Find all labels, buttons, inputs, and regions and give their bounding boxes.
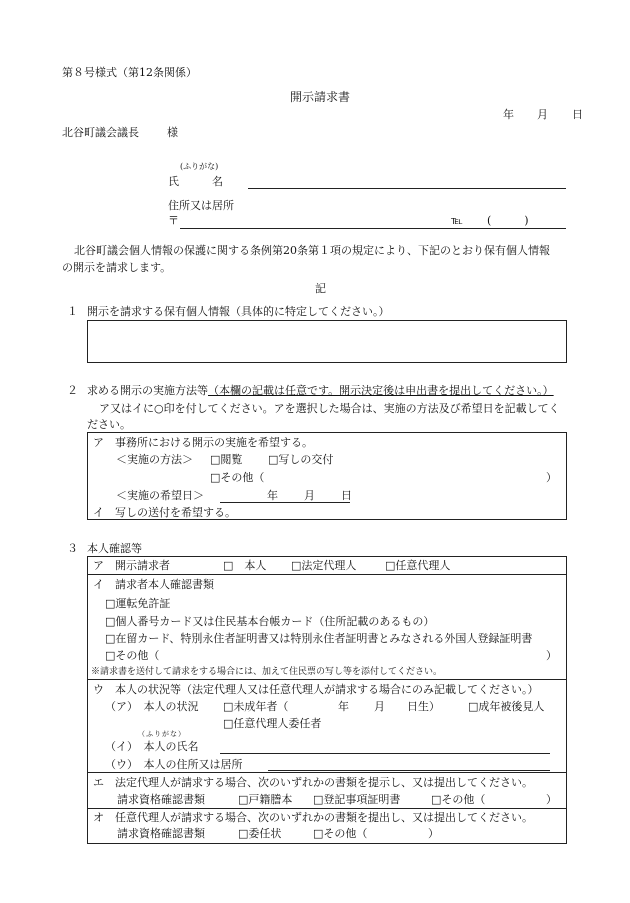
s3-i-note: ※請求書を送付して請求をする場合には、加えて住民票の写し等を添付してください。 (91, 667, 443, 677)
section2-instr1: ア又はイに○印を付してください。アを選択した場合は、実施の方法及び希望日を記載してく (99, 402, 560, 415)
s3-o-docs: 請求資格確認書類 (117, 827, 205, 840)
addressee-honorific: 様 (167, 126, 178, 139)
section2-box (87, 432, 567, 520)
s3-e-opt2[interactable]: □登記事項証明書 (313, 793, 401, 806)
s3-u-year: 年 (338, 700, 349, 713)
intro-line2: の開示を請求します。 (62, 261, 172, 274)
s3-o-opt1[interactable]: □委任状 (238, 827, 282, 840)
date-label: ＜実施の希望日＞ (116, 489, 204, 502)
section2-note: （本欄の記載は任意です。開示決定後は申出書を提出してください。） (208, 384, 554, 397)
section2-label-text: 求める開示の実施方法等 (87, 384, 208, 397)
s3-e-opt1[interactable]: □戸籍謄本 (238, 793, 293, 806)
s3-i-label: イ 請求者本人確認書類 (93, 578, 214, 591)
tel-paren: ( ) (487, 214, 529, 227)
desired-year: 年 (267, 489, 278, 502)
section2-option-a[interactable]: ア 事務所における開示の実施を希望する。 (93, 436, 313, 449)
date-month: 月 (537, 108, 548, 121)
s3-e-close: ） (546, 793, 557, 806)
section3-label: 本人確認等 (87, 542, 142, 555)
s3-u-u: （ウ） 本人の住所又は居所 (105, 758, 243, 771)
s3-u-entrust[interactable]: □任意代理人委任者 (223, 717, 322, 730)
s3-divider-i (88, 574, 566, 575)
s3-o-label: オ 任意代理人が請求する場合、次のいずれかの書類を提出し、又は提出してください。 (93, 811, 533, 824)
s3-u-minor[interactable]: □未成年者（ (223, 700, 289, 713)
s3-i-opt1[interactable]: □運転免許証 (105, 597, 171, 610)
applicant-address-label: 住所又は居所 (168, 199, 234, 212)
s3-u-born: 日生） (407, 700, 440, 713)
section3-number: ３ (67, 542, 78, 555)
s3-a-agent[interactable]: □任意代理人 (385, 559, 451, 572)
form-number: 第８号様式（第12条関係） (62, 66, 197, 79)
desired-day: 日 (341, 489, 352, 502)
s3-i-opt3[interactable]: □在留カード、特別永住者証明書又は特別永住者証明書とみなされる外国人登録証明書 (105, 632, 533, 645)
opt-view-checkbox[interactable]: □閲覧 (210, 453, 243, 466)
s3-a-label: ア 開示請求者 (93, 559, 170, 572)
s3-e-opt3[interactable]: □その他（ (431, 793, 486, 806)
s3-u-i: （イ） 本人の氏名 (105, 740, 199, 753)
desired-date-field[interactable] (220, 502, 350, 503)
section2-option-i[interactable]: イ 写しの送付を希望する。 (93, 506, 236, 519)
applicant-furigana: (ふりがな) (180, 162, 219, 171)
s3-u-month: 月 (374, 700, 385, 713)
section3-box (87, 556, 567, 844)
s3-a-self[interactable]: □ 本人 (223, 559, 267, 572)
s3-e-docs: 請求資格確認書類 (117, 793, 205, 806)
desired-month: 月 (304, 489, 315, 502)
s3-i-close: ） (546, 649, 557, 662)
page-title: 開示請求書 (290, 90, 351, 104)
s3-o-opt2[interactable]: □その他（ (313, 827, 368, 840)
s3-u-a: （ア） 本人の状況 (105, 700, 199, 713)
s3-a-legal[interactable]: □法定代理人 (291, 559, 357, 572)
opt-other-close: ） (546, 471, 557, 484)
date-year: 年 (503, 108, 514, 121)
intro-line1: 北谷町議会個人情報の保護に関する条例第20条第１項の規定により、下記のとおり保有個人情報 (74, 244, 550, 257)
section1-number: １ (67, 305, 78, 318)
section2-label (87, 384, 554, 398)
opt-other-checkbox[interactable]: □その他（ (210, 471, 265, 484)
postal-mark: 〒 (168, 214, 179, 227)
method-label: ＜実施の方法＞ (116, 453, 193, 466)
section2-number: ２ (67, 384, 78, 397)
s3-u-guardian[interactable]: □成年被後見人 (468, 700, 545, 713)
addressee-name: 北谷町議会議長 (62, 126, 139, 139)
s3-o-close: ） (428, 827, 439, 840)
s3-divider-u (88, 679, 566, 680)
s3-divider-e (88, 772, 566, 773)
section1-label: 開示を請求する保有個人情報（具体的に特定してください。） (87, 305, 390, 318)
s3-i-opt4[interactable]: □その他（ (105, 649, 160, 662)
section1-input-box[interactable] (87, 320, 567, 363)
s3-i-opt2[interactable]: □個人番号カード又は住民基本台帳カード（住所記載のあるもの） (105, 615, 435, 628)
section2-instr2: ださい。 (87, 418, 131, 431)
s3-e-label: エ 法定代理人が請求する場合、次のいずれかの書類を提示し、又は提出してください。 (93, 776, 533, 789)
opt-copy-checkbox[interactable]: □写しの交付 (268, 453, 334, 466)
s3-person-address-field[interactable] (268, 770, 550, 771)
applicant-name-label: 氏 名 (168, 175, 223, 188)
applicant-name-field[interactable] (248, 188, 566, 189)
s3-person-name-field[interactable] (220, 753, 550, 754)
s3-u-furigana: （ふりがな） (138, 730, 186, 738)
s3-u-label: ウ 本人の状況等（法定代理人又は任意代理人が請求する場合にのみ記載してください。） (93, 683, 539, 696)
ki-mark: 記 (315, 282, 326, 295)
s3-divider-o (88, 808, 566, 809)
tel-label: ℡ (451, 214, 463, 227)
date-day: 日 (572, 108, 583, 121)
